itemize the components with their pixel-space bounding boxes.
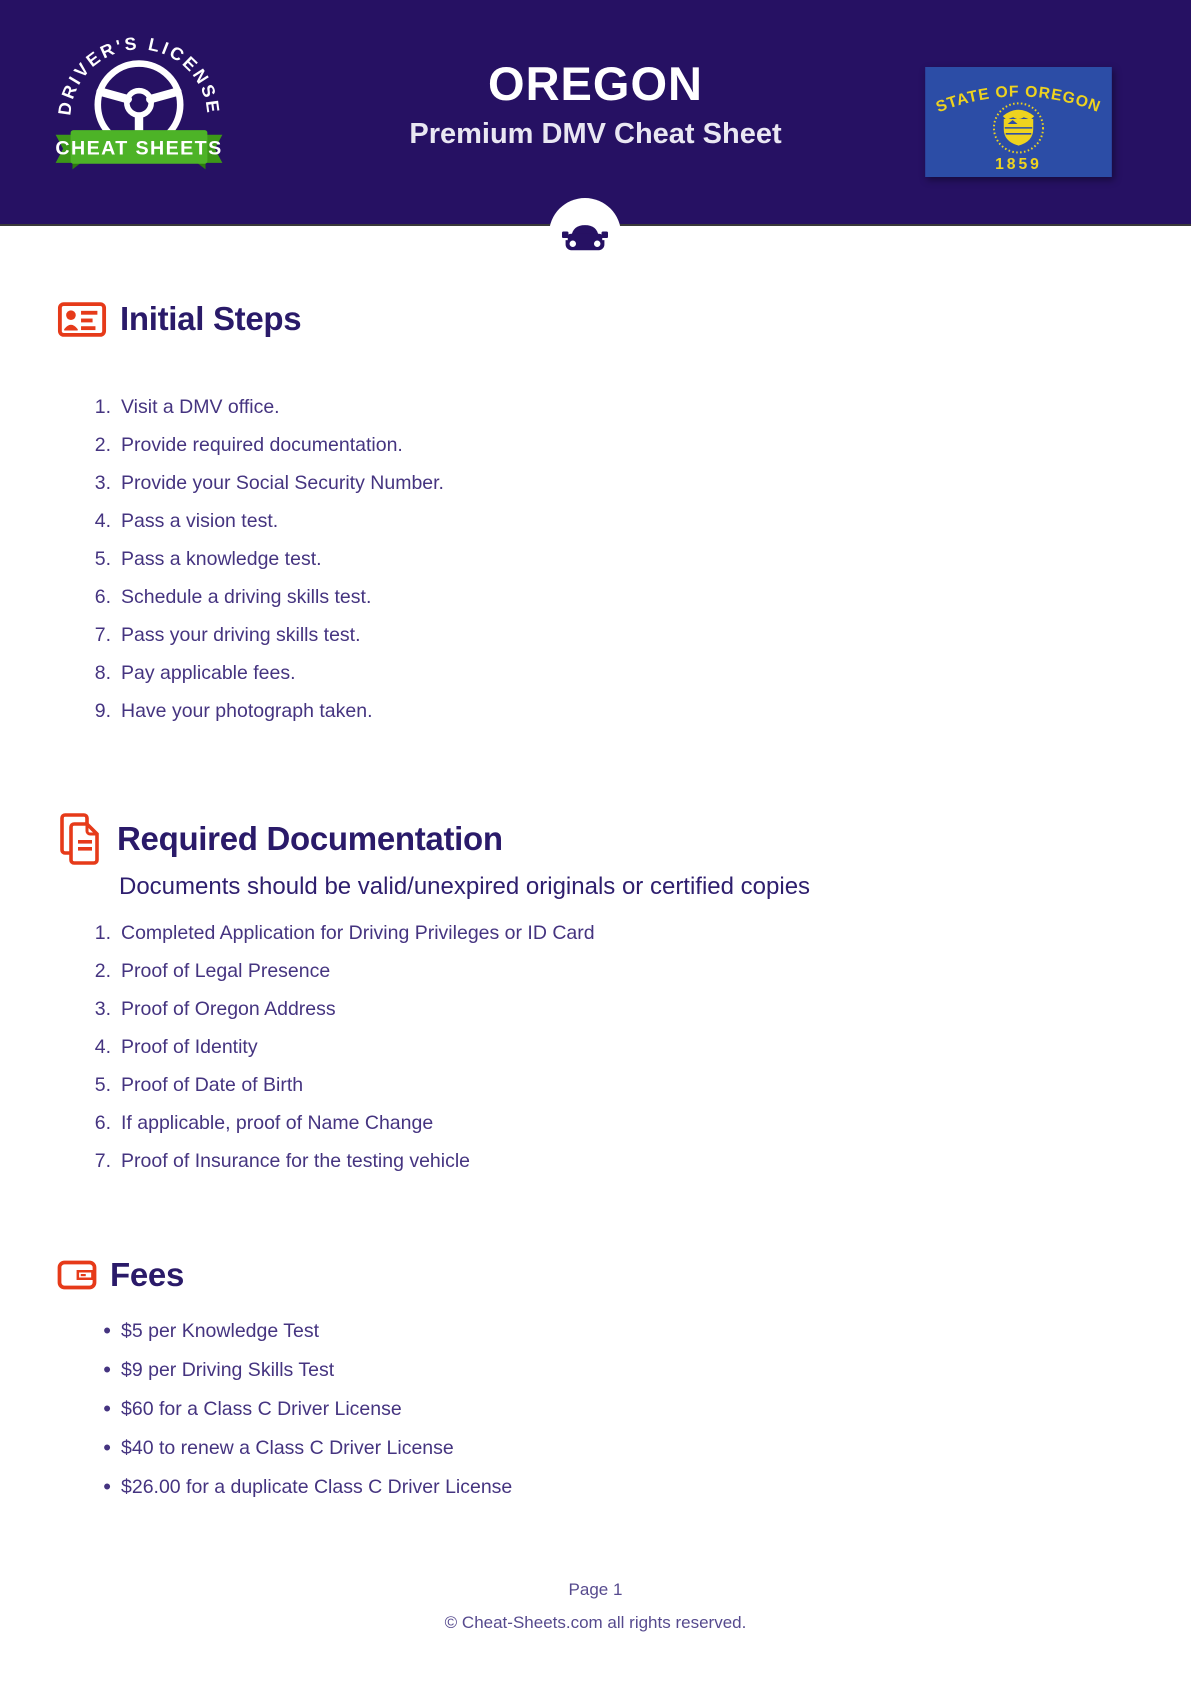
list-item-text: Provide required documentation. [121,434,403,456]
list-item-text: $5 per Knowledge Test [121,1320,320,1342]
list-item-text: Proof of Identity [121,1036,258,1058]
list-item-text: Proof of Legal Presence [121,960,331,982]
list-marker [85,990,111,1028]
list-item-text: Pass your driving skills test. [121,624,361,646]
list-marker [85,540,111,578]
page-subtitle: Premium DMV Cheat Sheet [409,118,782,150]
list-item-text: $40 to renew a Class C Driver License [121,1437,454,1459]
list-item [85,654,1191,692]
list-item [85,540,1191,578]
list-marker [85,1468,111,1507]
list-marker [85,1312,111,1351]
list-item [85,692,1191,730]
list-marker [85,952,111,990]
flag-year-text: 1859 [995,156,1042,174]
list-item-text: Proof of Oregon Address [121,998,336,1020]
list-marker [85,616,111,654]
page-title: OREGON [488,57,703,110]
required-documentation-list [85,914,1191,1180]
list-item-text: Pass a vision test. [121,510,279,532]
car-icon [562,222,608,254]
list-marker [85,654,111,692]
oregon-flag [925,67,1112,177]
section-fees [0,1256,1191,1507]
section-title: Initial Steps [120,300,302,337]
list-marker [85,692,111,730]
list-item-text: $26.00 for a duplicate Class C Driver License [121,1476,513,1498]
list-item [85,1104,1191,1142]
list-item [85,1312,1191,1351]
flag-top-text: STATE OF OREGON [933,83,1104,117]
copyright-text: © Cheat-Sheets.com all rights reserved. [444,1613,747,1632]
list-item [85,1066,1191,1104]
list-item-text: $9 per Driving Skills Test [121,1359,335,1381]
list-item-text: Pay applicable fees. [121,662,296,684]
list-item-text: Visit a DMV office. [121,396,280,418]
list-item-text: Schedule a driving skills test. [121,586,372,608]
wallet-icon [57,1260,97,1290]
page-footer [0,1580,1191,1633]
list-item-text: Pass a knowledge test. [121,548,322,570]
list-item [85,426,1191,464]
list-marker [85,1429,111,1468]
list-item [85,1351,1191,1390]
list-item-text: If applicable, proof of Name Change [121,1112,434,1134]
list-item-text: $60 for a Class C Driver License [121,1398,402,1420]
list-item [85,914,1191,952]
list-item [85,502,1191,540]
list-item-text: Proof of Date of Birth [121,1074,304,1096]
logo-ribbon-text: CHEAT SHEETS [55,137,223,160]
section-required-documentation [0,812,1191,1180]
page-content [0,226,1191,1507]
list-item [85,1468,1191,1507]
header-banner [0,0,1191,226]
section-title: Required Documentation [117,820,503,857]
required-documentation-heading-row [57,812,1191,866]
section-subtitle: Documents should be valid/unexpired originals or certified copies [119,873,811,900]
list-item [85,616,1191,654]
initial-steps-list [85,388,1191,730]
fees-heading-row [57,1256,1191,1294]
page-number: Page 1 [568,1580,623,1599]
list-item [85,952,1191,990]
list-item [85,1142,1191,1180]
list-item [85,388,1191,426]
list-marker [85,388,111,426]
list-item-text: Provide your Social Security Number. [121,472,444,494]
section-title: Fees [110,1256,185,1293]
list-marker [85,1066,111,1104]
list-marker [85,1104,111,1142]
list-marker [85,464,111,502]
list-item-text: Completed Application for Driving Privileges or ID Card [121,922,595,944]
list-item [85,578,1191,616]
list-marker [85,426,111,464]
list-marker [85,502,111,540]
car-badge [549,198,621,270]
section-initial-steps [0,300,1191,730]
initial-steps-heading-row [57,300,1191,338]
list-marker [85,1390,111,1429]
logo-arc-text: DRIVER'S LICENSE [54,33,224,117]
list-marker [85,1028,111,1066]
list-marker [85,1142,111,1180]
list-item-text: Have your photograph taken. [121,700,373,722]
list-item [85,464,1191,502]
list-item [85,1429,1191,1468]
list-marker [85,1351,111,1390]
list-marker [85,914,111,952]
list-item [85,1390,1191,1429]
list-item-text: Proof of Insurance for the testing vehicle [121,1150,471,1172]
fees-list [85,1312,1191,1507]
list-item [85,1028,1191,1066]
list-item [85,990,1191,1028]
document-icon [57,812,104,866]
id-card-icon [57,301,107,338]
list-marker [85,578,111,616]
